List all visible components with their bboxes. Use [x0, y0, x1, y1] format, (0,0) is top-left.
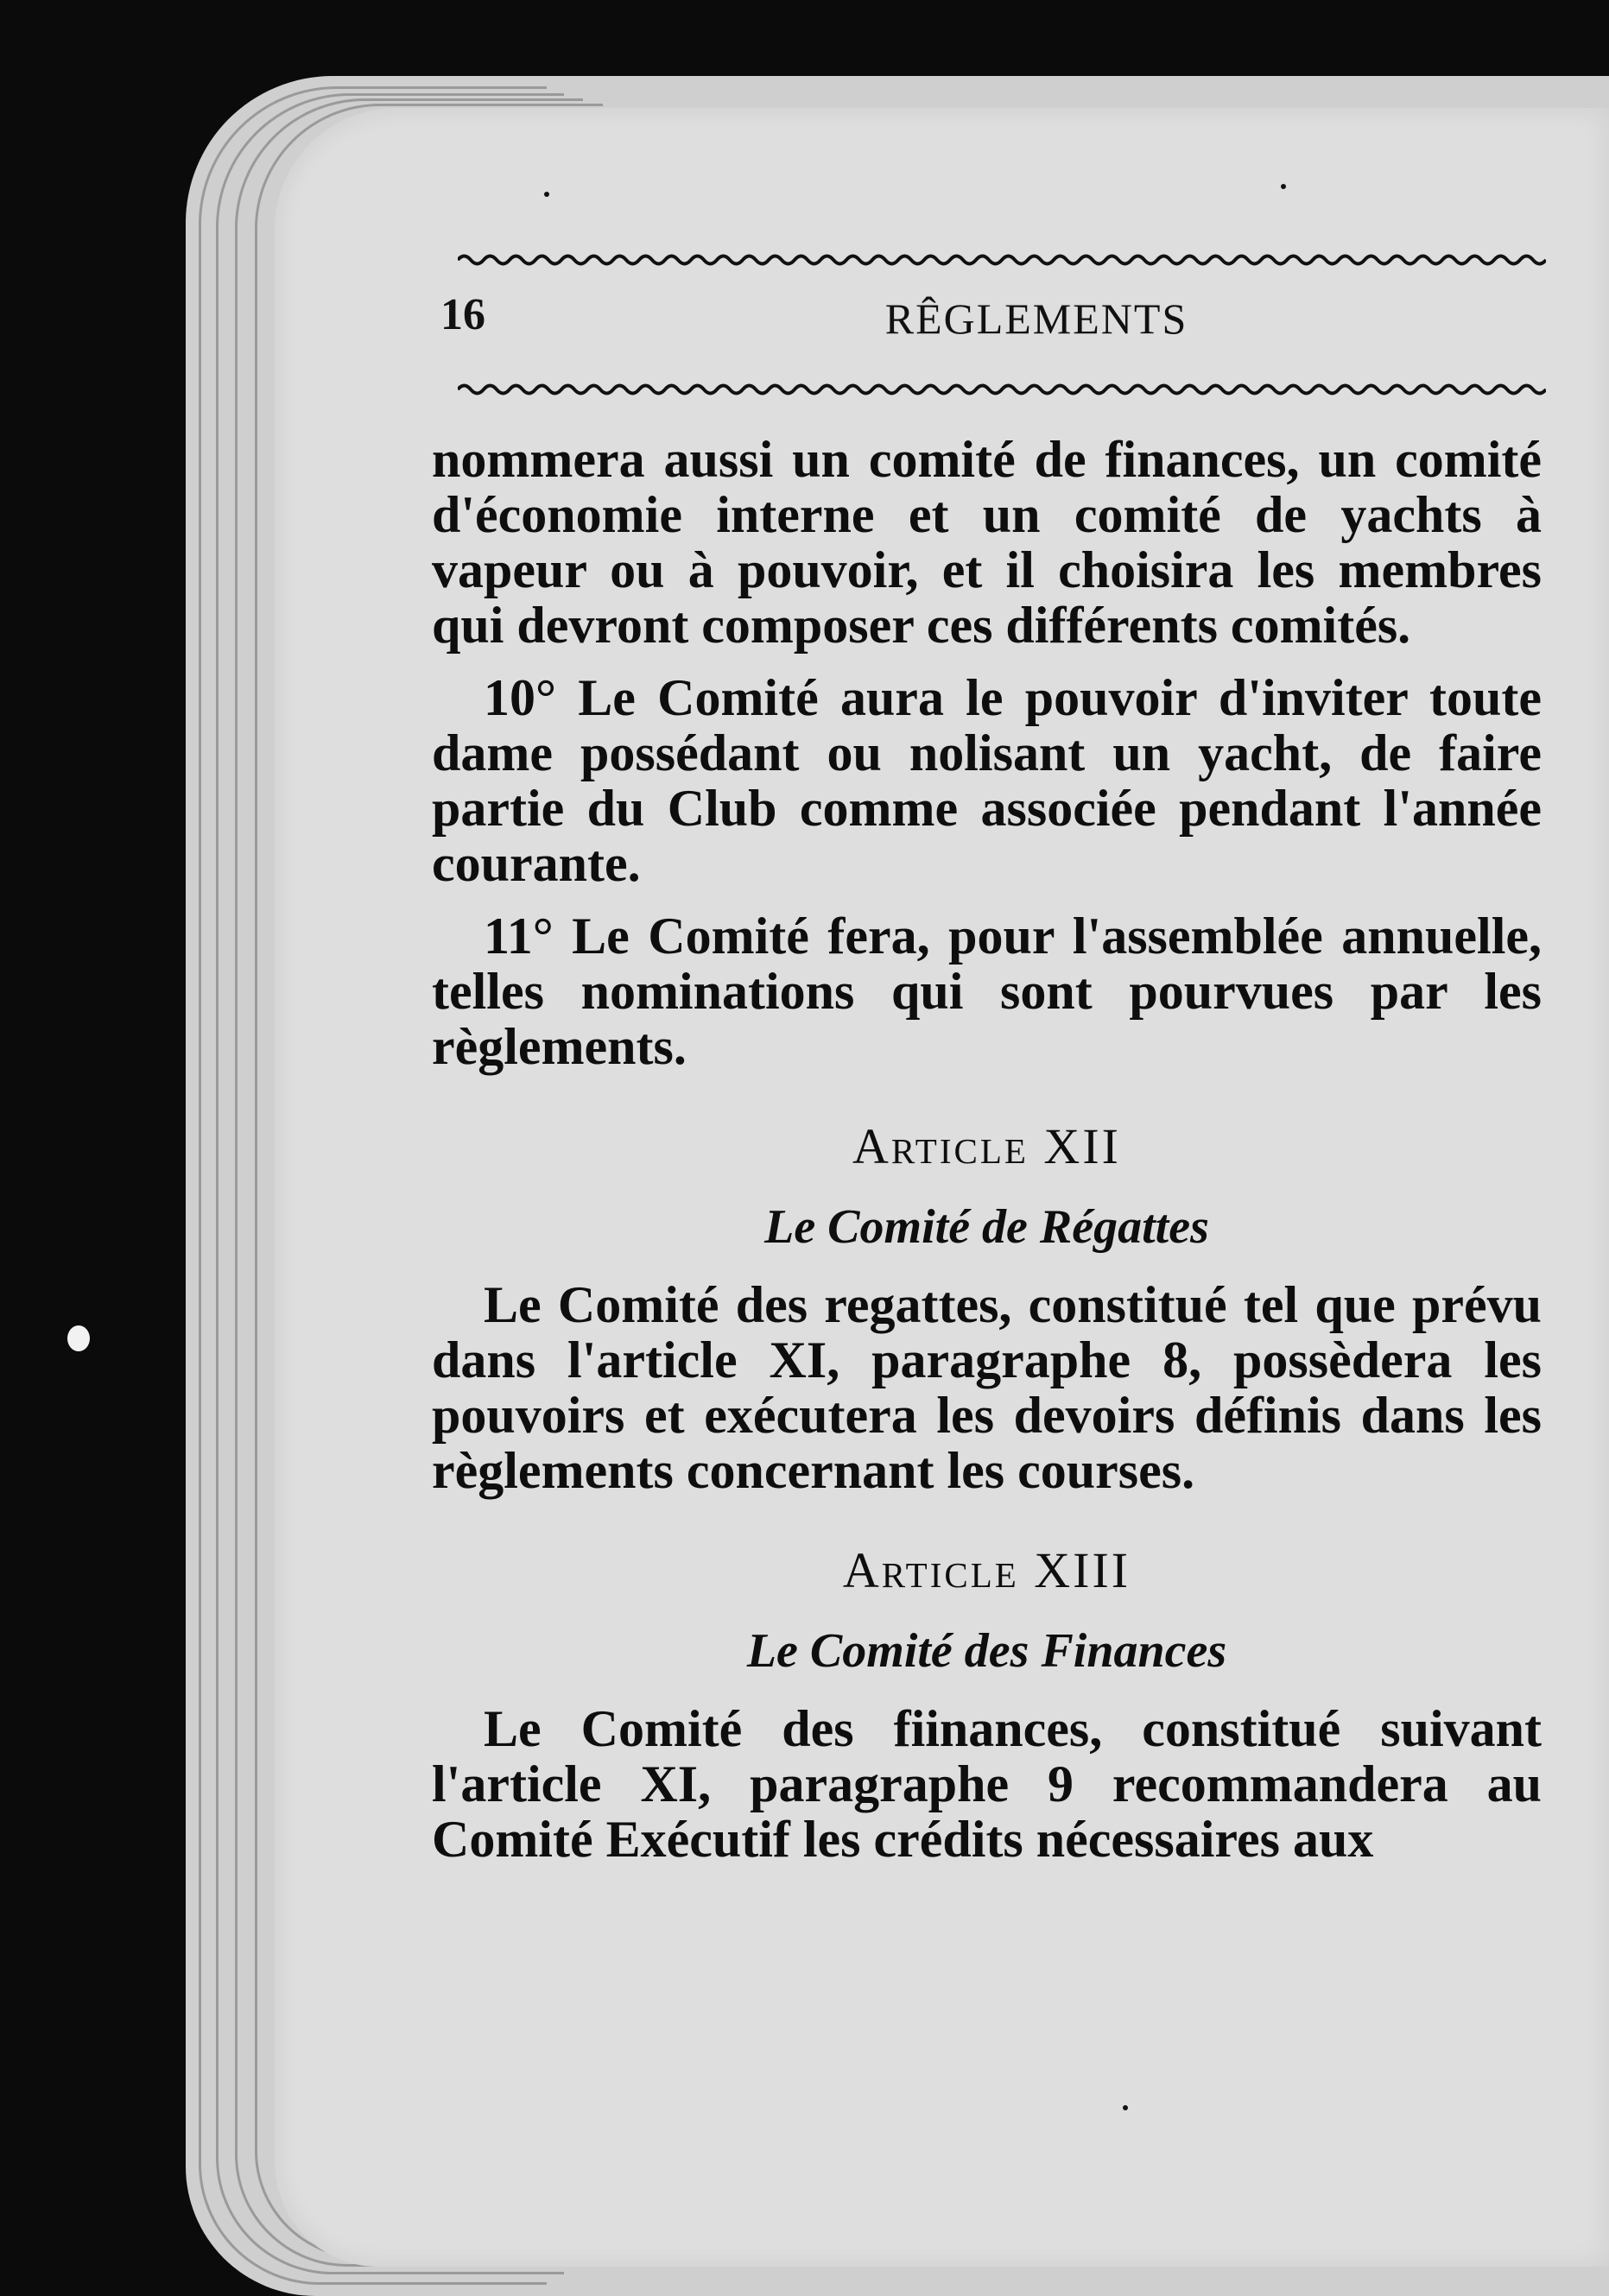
running-head — [440, 289, 1546, 350]
article-xiii-text: Le Comité des fiinances, constitué suivant l'article XI, paragraphe 9 recommandera au Comité Exécutif les crédits nécessaires aux — [432, 1700, 1542, 1868]
scan-speck — [1281, 184, 1286, 189]
scan-speck — [544, 192, 549, 197]
paragraph-10: 10° Le Comité aura le pouvoir d'inviter toute dame possédant ou nolisant un yacht, de faire partie du Club comme associée pendant l'année courante. — [432, 669, 1542, 892]
scan-speck — [67, 1325, 90, 1351]
article-xiii-subtitle: Le Comité des Finances — [746, 1624, 1227, 1678]
bottom-wavy-rule — [458, 380, 1546, 399]
article-xiii-heading: Article XIII — [842, 1542, 1131, 1598]
paragraph-11: 11° Le Comité fera, pour l'assemblée annuelle, telles nominations qui sont pourvues par les règlements. — [432, 908, 1542, 1075]
paragraph-continuation: nommera aussi un comité de finances, un comité d'économie interne et un comité de yachts à vapeur ou à pouvoir, et il choisira les membres qui devront composer ces différents comités. — [432, 431, 1542, 654]
article-xii-subtitle: Le Comité de Régattes — [764, 1200, 1209, 1254]
article-xii-text: Le Comité des regattes, constitué tel que prévu dans l'article XI, paragraphe 8, possèdera les pouvoirs et exécutera les devoirs définis dans les règlements concernant les courses. — [432, 1276, 1542, 1499]
running-title: RÊGLEMENTS — [884, 294, 1188, 343]
scan-speck — [1123, 2105, 1128, 2110]
body-text — [432, 432, 1542, 1867]
top-wavy-rule — [458, 250, 1546, 269]
article-xii-heading: Article XII — [852, 1118, 1121, 1174]
page-number: 16 — [440, 290, 485, 339]
